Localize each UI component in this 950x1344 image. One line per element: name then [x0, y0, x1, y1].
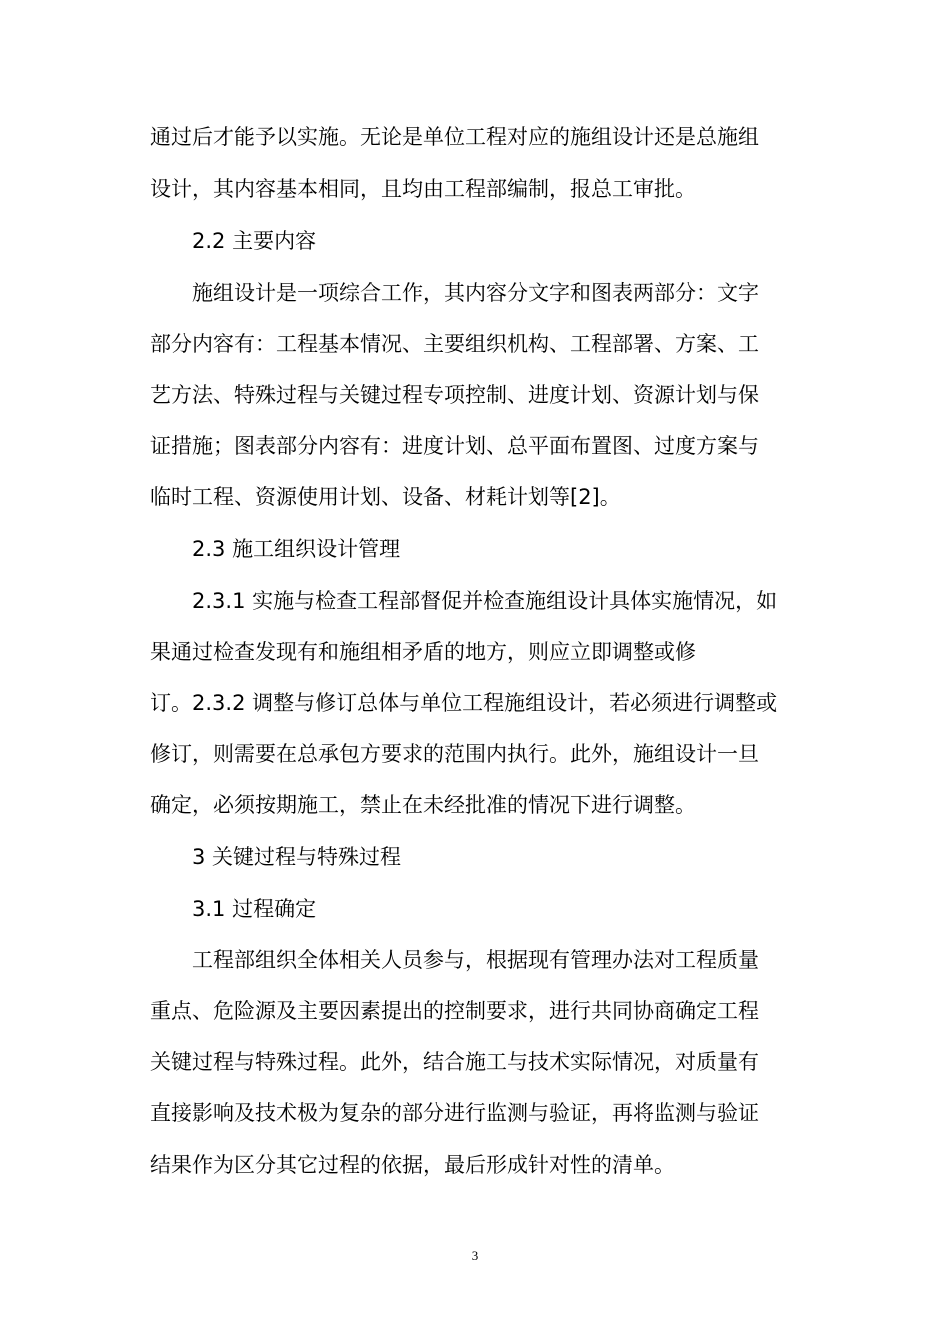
body-text-line: 直接影响及技术极为复杂的部分进行监测与验证，再将监测与验证 — [150, 1101, 759, 1125]
body-text-line: 工程部组织全体相关人员参与，根据现有管理办法对工程质量 — [192, 948, 759, 972]
body-text-line: 部分内容有：工程基本情况、主要组织机构、工程部署、方案、工 — [150, 332, 759, 356]
body-text-line: 施组设计是一项综合工作，其内容分文字和图表两部分：文字 — [192, 281, 759, 305]
page-number: 3 — [471, 1248, 479, 1263]
body-text-line: 证措施；图表部分内容有：进度计划、总平面布置图、过度方案与 — [150, 434, 759, 458]
body-text-line: 确定，必须按期施工，禁止在未经批准的情况下进行调整。 — [150, 793, 696, 817]
body-text-line: 设计，其内容基本相同，且均由工程部编制，报总工审批。 — [150, 177, 696, 201]
body-text-line: 修订，则需要在总承包方要求的范围内执行。此外，施组设计一旦 — [150, 742, 759, 766]
body-text-line: 关键过程与特殊过程。此外，结合施工与技术实际情况，对质量有 — [150, 1050, 759, 1074]
body-text-line: 结果作为区分其它过程的依据，最后形成针对性的清单。 — [150, 1153, 675, 1177]
section-heading: 2.3 施工组织设计管理 — [192, 537, 401, 561]
section-heading: 2.2 主要内容 — [192, 229, 317, 253]
body-text-line: 通过后才能予以实施。无论是单位工程对应的施组设计还是总施组 — [150, 125, 759, 149]
subsection-heading: 3.1 过程确定 — [192, 897, 317, 921]
body-text-line: 果通过检查发现有和施组相矛盾的地方，则应立即调整或修 — [150, 640, 696, 664]
section-heading: 3 关键过程与特殊过程 — [192, 845, 402, 869]
body-text-line: 订。2.3.2 调整与修订总体与单位工程施组设计，若必须进行调整或 — [150, 691, 778, 715]
body-text-line: 临时工程、资源使用计划、设备、材耗计划等[2]。 — [150, 485, 621, 509]
body-text-line: 艺方法、特殊过程与关键过程专项控制、进度计划、资源计划与保 — [150, 383, 759, 407]
subsection-text-line: 2.3.1 实施与检查工程部督促并检查施组设计具体实施情况，如 — [192, 589, 778, 613]
body-text-line: 重点、危险源及主要因素提出的控制要求，进行共同协商确定工程 — [150, 999, 759, 1023]
